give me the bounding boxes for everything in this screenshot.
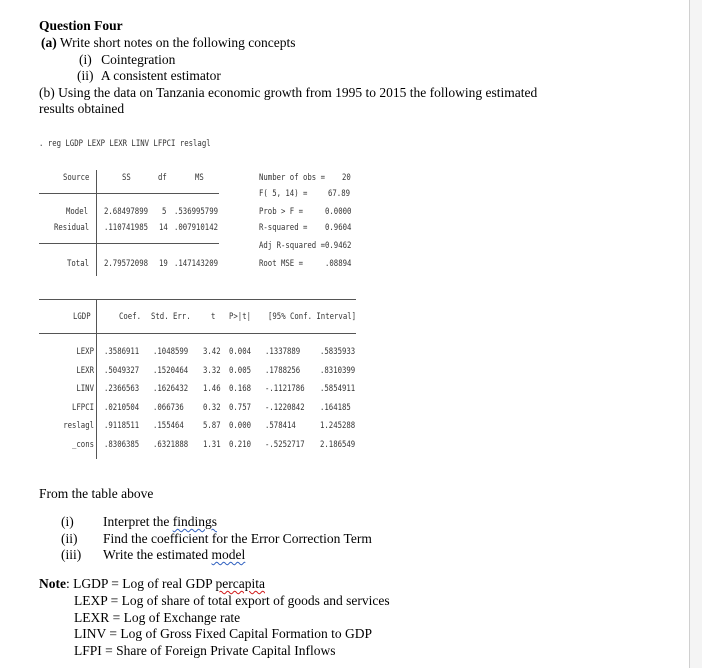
coef-cell-t: 0.32 xyxy=(203,403,221,413)
note-definition-line: LINV = Log of Gross Fixed Capital Formation to GDP xyxy=(74,626,372,641)
followup-item xyxy=(61,514,217,530)
coef-cell-hi: 2.186549 xyxy=(320,440,356,450)
coef-cell-p: 0.000 xyxy=(229,421,252,431)
anova-rule-top-left xyxy=(39,193,96,194)
coef-cell-lo: .1337889 xyxy=(265,347,301,357)
coef-cell-coef: .5049327 xyxy=(104,366,140,376)
coef-cell-var: LFPCI xyxy=(71,403,94,413)
coef-cell-se: .1626432 xyxy=(153,384,189,394)
note-first-marked: percapita xyxy=(215,576,265,591)
fit-stat-value: 0.9604 xyxy=(325,223,352,233)
followup-item xyxy=(61,531,372,547)
anova-rule-total-right xyxy=(97,243,219,244)
anova-head-source: Source xyxy=(63,173,90,183)
coef-cell-se: .1048599 xyxy=(153,347,189,357)
anova-head-ms: MS xyxy=(195,173,204,183)
anova-row-ms: .536995799 xyxy=(174,207,219,217)
anova-rule-top-right xyxy=(97,193,219,194)
note-definition-line: LEXR = Log of Exchange rate xyxy=(74,609,241,625)
coef-cell-se: .155464 xyxy=(153,421,184,431)
coef-cell-lo: -.1220842 xyxy=(265,403,305,413)
anova-row-df: 19 xyxy=(159,259,168,269)
note-first-line xyxy=(39,576,265,592)
coef-head-coef: Coef. xyxy=(119,312,142,322)
part-b-line-1: (b) Using the data on Tanzania economic growth from 1995 to 2015 the following estimated xyxy=(39,85,538,100)
followup-intro: From the table above xyxy=(39,486,154,501)
fit-stat-value: .08894 xyxy=(325,259,352,269)
coef-cell-t: 3.32 xyxy=(203,366,221,376)
coef-rule-top-right xyxy=(97,299,356,300)
part-a-item-2: (ii) A consistent estimator xyxy=(77,68,221,83)
coef-cell-coef: .8306385 xyxy=(104,440,140,450)
followup-item-text: Write the estimated xyxy=(103,547,212,562)
note-definition-line: LEXP = Log of share of total export of goods and services xyxy=(74,593,390,608)
coef-cell-se: .066736 xyxy=(153,403,184,413)
coef-cell-t: 1.31 xyxy=(203,440,221,450)
coef-cell-p: 0.168 xyxy=(229,384,252,394)
followup-item-number: (iii) xyxy=(61,547,82,562)
coef-cell-p: 0.004 xyxy=(229,347,252,357)
coef-rule-top-left xyxy=(39,299,96,300)
coef-cell-lo: -.1121786 xyxy=(265,384,305,394)
coef-head-depvar: LGDP xyxy=(73,312,91,322)
fit-stat-value: 0.9462 xyxy=(325,241,352,251)
anova-row-ss: 2.68497899 xyxy=(104,207,149,217)
fit-stat-label: R-squared = xyxy=(259,223,308,233)
coef-head-ci: [95% Conf. Interval] xyxy=(268,312,357,322)
note-definition-line: LFPI = Share of Foreign Private Capital Inflows xyxy=(74,642,336,658)
fit-stat-label: F( 5, 14) = xyxy=(259,189,308,199)
anova-row-df: 5 xyxy=(162,207,167,217)
anova-head-df: df xyxy=(158,173,167,183)
coef-cell-hi: 1.245288 xyxy=(320,421,356,431)
coef-rule-mid-right xyxy=(97,333,356,334)
coef-cell-hi: .164185 xyxy=(320,403,351,413)
coef-cell-p: 0.757 xyxy=(229,403,252,413)
coef-cell-t: 3.42 xyxy=(203,347,221,357)
coef-cell-hi: .8310399 xyxy=(320,366,356,376)
followup-item xyxy=(61,547,245,563)
coef-cell-var: LEXP xyxy=(76,347,94,357)
coef-cell-p: 0.210 xyxy=(229,440,252,450)
fit-stat-value: 0.0000 xyxy=(325,207,352,217)
coef-cell-t: 5.87 xyxy=(203,421,221,431)
page-gutter xyxy=(690,0,702,668)
coef-cell-coef: .0210504 xyxy=(104,403,140,413)
anova-row-source: Residual xyxy=(54,223,90,233)
coef-cell-hi: .5835933 xyxy=(320,347,356,357)
anova-row-ss: .110741985 xyxy=(104,223,149,233)
coef-cell-var: reslagl xyxy=(63,421,94,431)
coef-cell-t: 1.46 xyxy=(203,384,221,394)
coef-cell-var: _cons xyxy=(71,440,94,450)
anova-head-ss: SS xyxy=(122,173,131,183)
followup-item-text: Interpret the xyxy=(103,514,173,529)
coef-cell-var: LEXR xyxy=(76,366,94,376)
question-title: Question Four xyxy=(39,18,123,33)
coef-head-se: Std. Err. xyxy=(151,312,191,322)
coef-divider xyxy=(96,299,97,459)
anova-rule-total-left xyxy=(39,243,96,244)
part-a-intro: (a) Write short notes on the following concepts xyxy=(41,35,296,50)
fit-stat-label: Adj R-squared = xyxy=(259,241,326,251)
fit-stat-value: 20 xyxy=(342,173,351,183)
anova-row-df: 14 xyxy=(159,223,168,233)
anova-row-ms: .007910142 xyxy=(174,223,219,233)
fit-stat-value: 67.89 xyxy=(328,189,351,199)
coef-cell-p: 0.005 xyxy=(229,366,252,376)
fit-stat-label: Number of obs = xyxy=(259,173,326,183)
coef-cell-coef: .9118511 xyxy=(104,421,140,431)
coef-cell-lo: .1788256 xyxy=(265,366,301,376)
fit-stat-label: Root MSE = xyxy=(259,259,304,269)
coef-cell-var: LINV xyxy=(76,384,94,394)
note-label: Note xyxy=(39,576,66,591)
coef-cell-se: .1520464 xyxy=(153,366,189,376)
coef-cell-se: .6321888 xyxy=(153,440,189,450)
part-a-item-1: (i) Cointegration xyxy=(79,52,176,67)
coef-head-t: t xyxy=(211,312,216,322)
coef-cell-coef: .3586911 xyxy=(104,347,140,357)
followup-item-marked-word: model xyxy=(211,547,246,562)
anova-row-source: Model xyxy=(66,207,89,217)
anova-row-ms: .147143209 xyxy=(174,259,219,269)
coef-cell-lo: -.5252717 xyxy=(265,440,305,450)
coef-head-p: P>|t| xyxy=(229,312,252,322)
part-b-line-2: results obtained xyxy=(39,101,125,116)
followup-item-marked-word: findings xyxy=(172,514,217,529)
coef-cell-coef: .2366563 xyxy=(104,384,140,394)
fit-stat-label: Prob > F = xyxy=(259,207,304,217)
anova-divider xyxy=(96,170,97,276)
coef-cell-lo: .578414 xyxy=(265,421,296,431)
followup-item-text: Find the coefficient for the Error Correction Term xyxy=(103,531,372,546)
anova-row-ss: 2.79572098 xyxy=(104,259,149,269)
followup-item-number: (i) xyxy=(61,514,74,529)
regress-command: . reg LGDP LEXP LEXR LINV LFPCI reslagl xyxy=(39,139,211,149)
note-first-pre: : LGDP = Log of real GDP xyxy=(66,576,216,591)
coef-rule-mid-left xyxy=(39,333,96,334)
anova-row-source: Total xyxy=(67,259,90,269)
coef-cell-hi: .5854911 xyxy=(320,384,356,394)
followup-item-number: (ii) xyxy=(61,531,78,546)
